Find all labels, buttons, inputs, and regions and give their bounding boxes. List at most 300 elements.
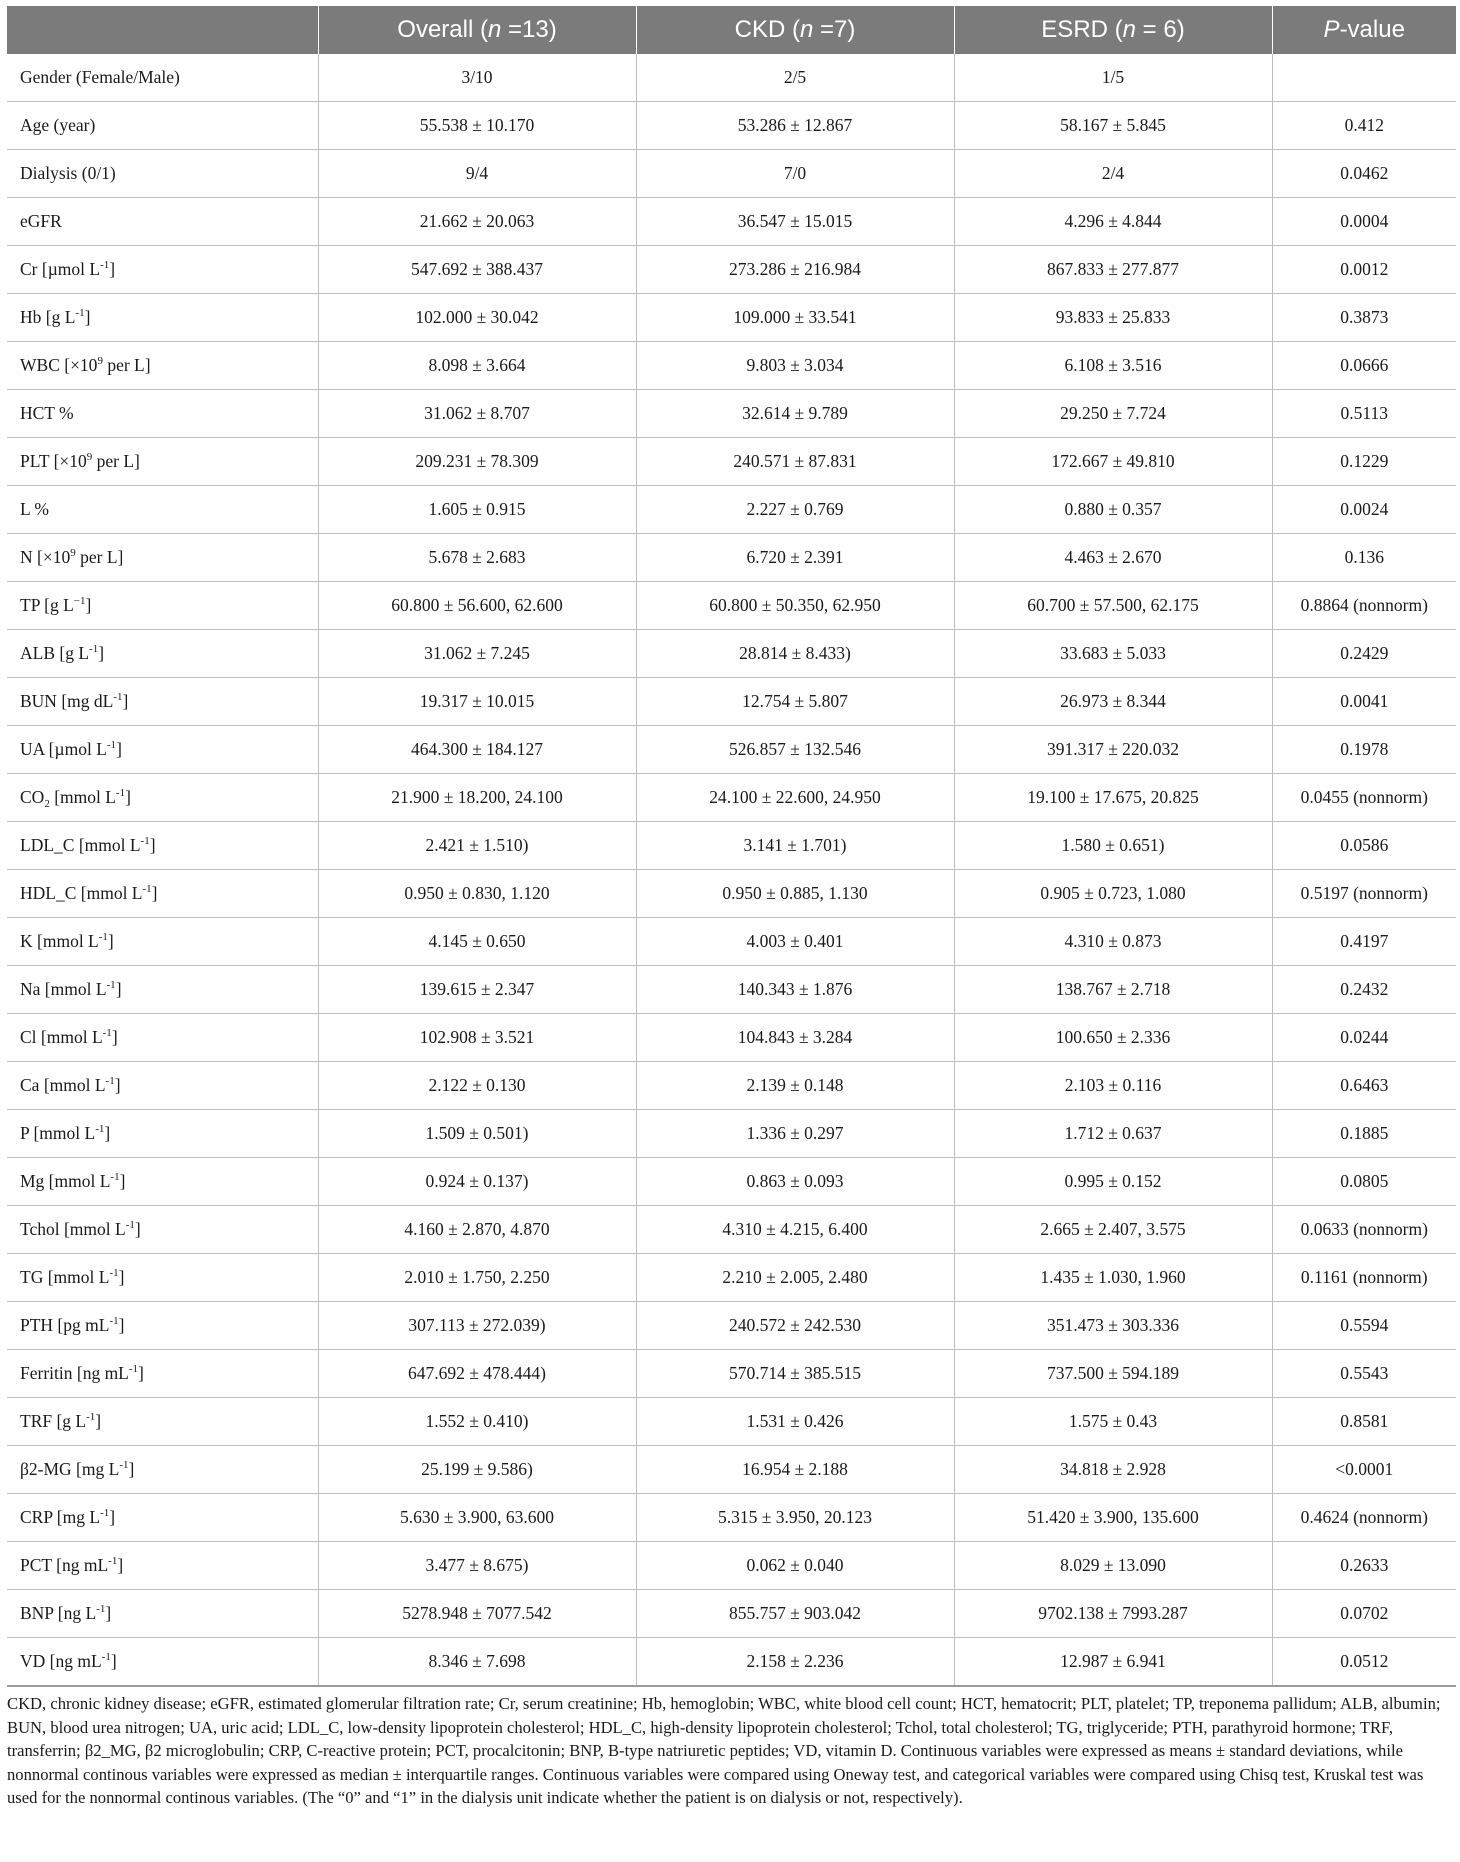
cell-overall: 4.160 ± 2.870, 4.870 — [318, 1206, 636, 1254]
cell-ckd: 7/0 — [636, 150, 954, 198]
row-label-sup: −1 — [73, 595, 86, 607]
row-label-t: β2-MG [mg L — [20, 1459, 120, 1479]
row-label-t: Na [mmol L — [20, 979, 107, 999]
cell-esrd: 0.880 ± 0.357 — [954, 486, 1272, 534]
row-label — [7, 54, 318, 102]
cell-esrd: 2.665 ± 2.407, 3.575 — [954, 1206, 1272, 1254]
header-overall-pre: Overall ( — [397, 16, 488, 43]
cell-p: 0.4197 — [1272, 918, 1456, 966]
header-overall-post: =13) — [501, 16, 557, 43]
cell-ckd: 24.100 ± 22.600, 24.950 — [636, 774, 954, 822]
row-label-sup: -1 — [106, 739, 117, 751]
table-footnote: CKD, chronic kidney disease; eGFR, estimated glomerular filtration rate; Cr, serum creatinine; Hb, hemoglobin; WBC, white blood cell count; HCT, hematocrit; PLT, platelet; TP, treponema pallidum; ALB, albumin; BUN, blood urea nitrogen; UA, uric acid; LDL_C, low-density lipoprotein cholesterol; HDL_C, high-density lipoprotein cholesterol; Tchol, total cholesterol; TG, triglyceride; PTH, parathyroid hormone; TRF, transferrin; β2_MG, β2 microglobulin; CRP, C-reactive protein; PCT, procalcitonin; BNP, B-type natriuretic peptides; VD, vitamin D. Continuous variables were expressed as means ± standard deviations, while nonnormal continous variables were expressed as median ± interquartile ranges. Continuous variables were compared using Oneway test, and categorical variables were compared using Chisq test, Kruskal test was used for the nonnormal continous variables. (The “0” and “1” in the dialysis unit indicate whether the patient is on dialysis or not, respectively). — [7, 1694, 1441, 1807]
row-label — [7, 822, 318, 870]
table-row — [7, 678, 1456, 726]
row-label-t: Cl [mmol L — [20, 1027, 103, 1047]
header-ckd-n: n — [799, 16, 814, 43]
cell-ckd: 6.720 ± 2.391 — [636, 534, 954, 582]
cell-p: 0.2633 — [1272, 1542, 1456, 1590]
row-label-sup: -1 — [100, 1507, 110, 1519]
table-row — [7, 1494, 1456, 1542]
cell-ckd: 570.714 ± 385.515 — [636, 1350, 954, 1398]
cell-overall: 8.346 ± 7.698 — [318, 1638, 636, 1687]
cell-overall: 464.300 ± 184.127 — [318, 726, 636, 774]
header-esrd-post: = 6) — [1136, 16, 1185, 43]
cell-p — [1272, 54, 1456, 102]
cell-p: 0.0012 — [1272, 246, 1456, 294]
row-label — [7, 678, 318, 726]
cell-p: 0.5113 — [1272, 390, 1456, 438]
row-label-t: K [mmol L — [20, 931, 99, 951]
table-row — [7, 1062, 1456, 1110]
cell-ckd: 9.803 ± 3.034 — [636, 342, 954, 390]
cell-overall: 55.538 ± 10.170 — [318, 102, 636, 150]
row-label-sup: -1 — [140, 835, 150, 847]
row-label-sup: -1 — [128, 1363, 139, 1375]
header-pvalue-p: P — [1323, 16, 1340, 43]
cell-p: 0.412 — [1272, 102, 1456, 150]
cell-p: 0.0586 — [1272, 822, 1456, 870]
cell-ckd: 36.547 ± 15.015 — [636, 198, 954, 246]
header-esrd — [954, 6, 1272, 54]
table-row — [7, 438, 1456, 486]
cell-ckd: 12.754 ± 5.807 — [636, 678, 954, 726]
row-label-sup: 9 — [70, 547, 76, 559]
row-label-after: ] — [98, 643, 105, 663]
row-label-t: P [mmol L — [20, 1123, 96, 1143]
cell-p: 0.0666 — [1272, 342, 1456, 390]
header-pvalue — [1272, 6, 1456, 54]
cell-p: 0.0633 (nonnorm) — [1272, 1206, 1456, 1254]
cell-esrd: 26.973 ± 8.344 — [954, 678, 1272, 726]
row-label-sup: -1 — [110, 1171, 120, 1183]
row-label-after: ] — [122, 691, 129, 711]
row-label-after: ] — [114, 1075, 121, 1095]
cell-ckd: 28.814 ± 8.433) — [636, 630, 954, 678]
table-row — [7, 486, 1456, 534]
row-label — [7, 390, 318, 438]
row-label-t: Gender (Female/Male) — [20, 67, 180, 87]
clinical-characteristics-table — [7, 6, 1456, 1687]
row-label-t: Mg [mmol L — [20, 1171, 111, 1191]
cell-p: 0.0805 — [1272, 1158, 1456, 1206]
cell-ckd: 2/5 — [636, 54, 954, 102]
cell-overall: 5.678 ± 2.683 — [318, 534, 636, 582]
cell-esrd: 867.833 ± 277.877 — [954, 246, 1272, 294]
header-esrd-pre: ESRD ( — [1041, 16, 1123, 43]
table-row — [7, 774, 1456, 822]
cell-esrd: 100.650 ± 2.336 — [954, 1014, 1272, 1062]
row-label-after: ] — [95, 1411, 102, 1431]
cell-overall: 102.908 ± 3.521 — [318, 1014, 636, 1062]
row-label-sup: -1 — [105, 1075, 115, 1087]
cell-esrd: 19.100 ± 17.675, 20.825 — [954, 774, 1272, 822]
row-label-t: L % — [20, 499, 49, 519]
row-label-sup: -1 — [96, 1603, 106, 1615]
row-label — [7, 438, 318, 486]
cell-ckd: 2.210 ± 2.005, 2.480 — [636, 1254, 954, 1302]
table-row — [7, 1206, 1456, 1254]
row-label-t: PTH [pg mL — [20, 1315, 110, 1335]
cell-overall: 3/10 — [318, 54, 636, 102]
row-label-t: N [×10 — [20, 547, 71, 567]
cell-p: 0.3873 — [1272, 294, 1456, 342]
cell-p: 0.0041 — [1272, 678, 1456, 726]
cell-p: 0.1229 — [1272, 438, 1456, 486]
cell-esrd: 8.029 ± 13.090 — [954, 1542, 1272, 1590]
cell-ckd: 5.315 ± 3.950, 20.123 — [636, 1494, 954, 1542]
row-label-t: eGFR — [20, 211, 62, 231]
cell-overall: 60.800 ± 56.600, 62.600 — [318, 582, 636, 630]
cell-esrd: 172.667 ± 49.810 — [954, 438, 1272, 486]
cell-p: 0.2432 — [1272, 966, 1456, 1014]
cell-ckd: 16.954 ± 2.188 — [636, 1446, 954, 1494]
row-label — [7, 150, 318, 198]
row-label-t: TG [mmol L — [20, 1267, 110, 1287]
table-header-row — [7, 6, 1456, 54]
row-label-sup: -1 — [75, 307, 85, 319]
cell-ckd: 0.062 ± 0.040 — [636, 1542, 954, 1590]
row-label-t: Dialysis (0/1) — [20, 163, 116, 183]
table-row — [7, 1446, 1456, 1494]
cell-esrd: 737.500 ± 594.189 — [954, 1350, 1272, 1398]
row-label-t: Ferritin [ng mL — [20, 1363, 129, 1383]
table-row — [7, 966, 1456, 1014]
row-label-sup: -1 — [108, 1555, 118, 1567]
cell-p: 0.5594 — [1272, 1302, 1456, 1350]
cell-ckd: 53.286 ± 12.867 — [636, 102, 954, 150]
row-label-sup: -1 — [109, 1267, 119, 1279]
cell-ckd: 1.531 ± 0.426 — [636, 1398, 954, 1446]
table-body — [7, 54, 1456, 1686]
row-label-after: per L] — [92, 451, 140, 471]
row-label-after2: ] — [125, 787, 131, 807]
table-row — [7, 870, 1456, 918]
header-variable — [7, 6, 318, 54]
table-row — [7, 822, 1456, 870]
table-row — [7, 390, 1456, 438]
row-label-sup: -1 — [109, 1315, 119, 1327]
row-label-after: ] — [128, 1459, 135, 1479]
cell-ckd: 140.343 ± 1.876 — [636, 966, 954, 1014]
table-container — [7, 6, 1456, 1810]
cell-ckd: 4.310 ± 4.215, 6.400 — [636, 1206, 954, 1254]
cell-overall: 2.010 ± 1.750, 2.250 — [318, 1254, 636, 1302]
row-label-after: ] — [115, 979, 122, 999]
row-label-sup: -1 — [98, 931, 108, 943]
cell-overall: 102.000 ± 30.042 — [318, 294, 636, 342]
cell-overall: 1.552 ± 0.410) — [318, 1398, 636, 1446]
cell-esrd: 2/4 — [954, 150, 1272, 198]
table-row — [7, 630, 1456, 678]
cell-esrd: 34.818 ± 2.928 — [954, 1446, 1272, 1494]
table-row — [7, 342, 1456, 390]
row-label-sup: 9 — [86, 451, 93, 463]
cell-overall: 2.122 ± 0.130 — [318, 1062, 636, 1110]
cell-ckd: 240.571 ± 87.831 — [636, 438, 954, 486]
cell-ckd: 60.800 ± 50.350, 62.950 — [636, 582, 954, 630]
header-pvalue-post: -value — [1339, 16, 1405, 43]
row-label — [7, 486, 318, 534]
row-label-sup2: -1 — [115, 787, 126, 799]
cell-p: 0.4624 (nonnorm) — [1272, 1494, 1456, 1542]
table-row — [7, 1254, 1456, 1302]
cell-p: <0.0001 — [1272, 1446, 1456, 1494]
row-label — [7, 1398, 318, 1446]
cell-esrd: 9702.138 ± 7993.287 — [954, 1590, 1272, 1638]
row-label-t: PLT [×10 — [20, 451, 87, 471]
header-overall-n: n — [487, 16, 502, 43]
cell-esrd: 351.473 ± 303.336 — [954, 1302, 1272, 1350]
cell-esrd: 51.420 ± 3.900, 135.600 — [954, 1494, 1272, 1542]
row-label-t: Tchol [mmol L — [20, 1219, 126, 1239]
row-label-t: CO — [20, 787, 45, 807]
cell-overall: 5278.948 ± 7077.542 — [318, 1590, 636, 1638]
row-label-after: ] — [117, 1555, 124, 1575]
row-label-after: ] — [118, 1315, 125, 1335]
row-label — [7, 1350, 318, 1398]
row-label — [7, 294, 318, 342]
row-label — [7, 1590, 318, 1638]
cell-p: 0.6463 — [1272, 1062, 1456, 1110]
row-label-sup: -1 — [101, 1651, 111, 1663]
table-row — [7, 534, 1456, 582]
row-label — [7, 198, 318, 246]
cell-ckd: 3.141 ± 1.701) — [636, 822, 954, 870]
row-label-after: ] — [109, 259, 116, 279]
row-label — [7, 1110, 318, 1158]
row-label — [7, 1014, 318, 1062]
row-label-t: BNP [ng L — [20, 1603, 97, 1623]
cell-ckd: 0.863 ± 0.093 — [636, 1158, 954, 1206]
row-label — [7, 1542, 318, 1590]
row-label-sup: -1 — [95, 1123, 105, 1135]
cell-esrd: 4.463 ± 2.670 — [954, 534, 1272, 582]
row-label-t: CRP [mg L — [20, 1507, 101, 1527]
cell-esrd: 2.103 ± 0.116 — [954, 1062, 1272, 1110]
table-row — [7, 1302, 1456, 1350]
row-label-after: ] — [138, 1363, 144, 1383]
row-label-t: HDL_C [mmol L — [20, 883, 143, 903]
cell-overall: 21.900 ± 18.200, 24.100 — [318, 774, 636, 822]
cell-overall: 1.509 ± 0.501) — [318, 1110, 636, 1158]
table-row — [7, 54, 1456, 102]
cell-overall: 19.317 ± 10.015 — [318, 678, 636, 726]
header-esrd-n: n — [1122, 16, 1136, 43]
table-row — [7, 1158, 1456, 1206]
row-label — [7, 870, 318, 918]
row-label — [7, 1062, 318, 1110]
cell-overall: 307.113 ± 272.039) — [318, 1302, 636, 1350]
row-label-sup: -1 — [100, 259, 110, 271]
table-row — [7, 102, 1456, 150]
row-label — [7, 534, 318, 582]
table-row — [7, 1542, 1456, 1590]
table-row — [7, 198, 1456, 246]
row-label — [7, 1494, 318, 1542]
cell-overall: 139.615 ± 2.347 — [318, 966, 636, 1014]
row-label-sup: -1 — [89, 643, 99, 655]
header-ckd-pre: CKD ( — [734, 16, 800, 43]
cell-overall: 2.421 ± 1.510) — [318, 822, 636, 870]
cell-overall: 31.062 ± 8.707 — [318, 390, 636, 438]
cell-overall: 547.692 ± 388.437 — [318, 246, 636, 294]
row-label-after: ] — [107, 931, 114, 951]
row-label-after: [mmol L — [49, 787, 116, 807]
row-label-after: per L] — [75, 547, 124, 567]
table-row — [7, 150, 1456, 198]
row-label-after: ] — [116, 739, 122, 759]
cell-esrd: 0.905 ± 0.723, 1.080 — [954, 870, 1272, 918]
cell-esrd: 1.712 ± 0.637 — [954, 1110, 1272, 1158]
row-label-t: BUN [mg dL — [20, 691, 114, 711]
cell-esrd: 1.580 ± 0.651) — [954, 822, 1272, 870]
cell-esrd: 1.575 ± 0.43 — [954, 1398, 1272, 1446]
cell-ckd: 240.572 ± 242.530 — [636, 1302, 954, 1350]
cell-esrd: 12.987 ± 6.941 — [954, 1638, 1272, 1687]
cell-esrd: 138.767 ± 2.718 — [954, 966, 1272, 1014]
cell-p: 0.0512 — [1272, 1638, 1456, 1687]
cell-p: 0.0004 — [1272, 198, 1456, 246]
cell-esrd: 4.296 ± 4.844 — [954, 198, 1272, 246]
row-label-t: HCT % — [20, 403, 74, 423]
row-label — [7, 630, 318, 678]
header-ckd — [636, 6, 954, 54]
cell-esrd: 33.683 ± 5.033 — [954, 630, 1272, 678]
table-row — [7, 918, 1456, 966]
row-label-after: ] — [85, 595, 92, 615]
row-label-sup: -1 — [102, 1027, 112, 1039]
row-label — [7, 1302, 318, 1350]
row-label — [7, 246, 318, 294]
cell-ckd: 32.614 ± 9.789 — [636, 390, 954, 438]
row-label-t: LDL_C [mmol L — [20, 835, 141, 855]
cell-esrd: 1.435 ± 1.030, 1.960 — [954, 1254, 1272, 1302]
table-row — [7, 1590, 1456, 1638]
cell-p: 0.8864 (nonnorm) — [1272, 582, 1456, 630]
cell-overall: 25.199 ± 9.586) — [318, 1446, 636, 1494]
row-label-sup: -1 — [113, 691, 123, 703]
row-label-after: ] — [151, 883, 158, 903]
cell-ckd: 855.757 ± 903.042 — [636, 1590, 954, 1638]
row-label-after: ] — [84, 307, 91, 327]
cell-p: 0.0024 — [1272, 486, 1456, 534]
row-label-after: ] — [109, 1507, 116, 1527]
row-label-sup: -1 — [125, 1219, 135, 1231]
row-label-after: ] — [111, 1027, 118, 1047]
row-label — [7, 1254, 318, 1302]
row-label-t: Cr [µmol L — [20, 259, 101, 279]
row-label-after: ] — [118, 1267, 125, 1287]
row-label-sup: -1 — [106, 979, 116, 991]
cell-overall: 8.098 ± 3.664 — [318, 342, 636, 390]
table-row — [7, 294, 1456, 342]
cell-ckd: 2.139 ± 0.148 — [636, 1062, 954, 1110]
row-label — [7, 726, 318, 774]
row-label-after: ] — [105, 1603, 112, 1623]
cell-esrd: 29.250 ± 7.724 — [954, 390, 1272, 438]
row-label-sup: -1 — [86, 1411, 96, 1423]
cell-overall: 209.231 ± 78.309 — [318, 438, 636, 486]
cell-overall: 4.145 ± 0.650 — [318, 918, 636, 966]
row-label-after: ] — [149, 835, 156, 855]
row-label-t: ALB [g L — [20, 643, 90, 663]
row-label-t: WBC [×10 — [20, 355, 98, 375]
row-label-t: Hb [g L — [20, 307, 76, 327]
table-row — [7, 1350, 1456, 1398]
table-row — [7, 1014, 1456, 1062]
row-label — [7, 1158, 318, 1206]
table-row — [7, 246, 1456, 294]
cell-p: 0.8581 — [1272, 1398, 1456, 1446]
row-label — [7, 342, 318, 390]
cell-overall: 5.630 ± 3.900, 63.600 — [318, 1494, 636, 1542]
cell-p: 0.1885 — [1272, 1110, 1456, 1158]
row-label-sub: 2 — [44, 798, 50, 810]
cell-esrd: 1/5 — [954, 54, 1272, 102]
cell-overall: 9/4 — [318, 150, 636, 198]
row-label-after: per L] — [102, 355, 151, 375]
cell-overall: 3.477 ± 8.675) — [318, 1542, 636, 1590]
row-label-t: UA [µmol L — [20, 739, 107, 759]
row-label-t: Ca [mmol L — [20, 1075, 106, 1095]
table-row — [7, 1110, 1456, 1158]
cell-esrd: 60.700 ± 57.500, 62.175 — [954, 582, 1272, 630]
cell-ckd: 2.227 ± 0.769 — [636, 486, 954, 534]
cell-overall: 31.062 ± 7.245 — [318, 630, 636, 678]
row-label-t: VD [ng mL — [20, 1651, 102, 1671]
cell-overall: 21.662 ± 20.063 — [318, 198, 636, 246]
cell-p: 0.1161 (nonnorm) — [1272, 1254, 1456, 1302]
row-label-t: PCT [ng mL — [20, 1555, 109, 1575]
cell-overall: 0.924 ± 0.137) — [318, 1158, 636, 1206]
header-overall — [318, 6, 636, 54]
cell-ckd: 273.286 ± 216.984 — [636, 246, 954, 294]
cell-p: 0.1978 — [1272, 726, 1456, 774]
table-row — [7, 726, 1456, 774]
row-label — [7, 1206, 318, 1254]
row-label-sup: 9 — [97, 355, 103, 367]
cell-p: 0.0244 — [1272, 1014, 1456, 1062]
cell-p: 0.5197 (nonnorm) — [1272, 870, 1456, 918]
cell-esrd: 391.317 ± 220.032 — [954, 726, 1272, 774]
cell-overall: 1.605 ± 0.915 — [318, 486, 636, 534]
table-row — [7, 582, 1456, 630]
cell-esrd: 0.995 ± 0.152 — [954, 1158, 1272, 1206]
header-ckd-post: =7) — [813, 16, 856, 43]
row-label — [7, 1638, 318, 1687]
row-label-t: TRF [g L — [20, 1411, 87, 1431]
cell-p: 0.0702 — [1272, 1590, 1456, 1638]
row-label-t: TP [g L — [20, 595, 74, 615]
cell-p: 0.0455 (nonnorm) — [1272, 774, 1456, 822]
cell-ckd: 104.843 ± 3.284 — [636, 1014, 954, 1062]
cell-p: 0.5543 — [1272, 1350, 1456, 1398]
cell-overall: 647.692 ± 478.444) — [318, 1350, 636, 1398]
cell-p: 0.0462 — [1272, 150, 1456, 198]
cell-esrd: 93.833 ± 25.833 — [954, 294, 1272, 342]
row-label-after: ] — [119, 1171, 126, 1191]
cell-esrd: 4.310 ± 0.873 — [954, 918, 1272, 966]
cell-ckd: 0.950 ± 0.885, 1.130 — [636, 870, 954, 918]
cell-p: 0.136 — [1272, 534, 1456, 582]
table-row — [7, 1638, 1456, 1687]
cell-ckd: 1.336 ± 0.297 — [636, 1110, 954, 1158]
table-row — [7, 1398, 1456, 1446]
row-label-after: ] — [104, 1123, 111, 1143]
row-label — [7, 966, 318, 1014]
row-label — [7, 102, 318, 150]
